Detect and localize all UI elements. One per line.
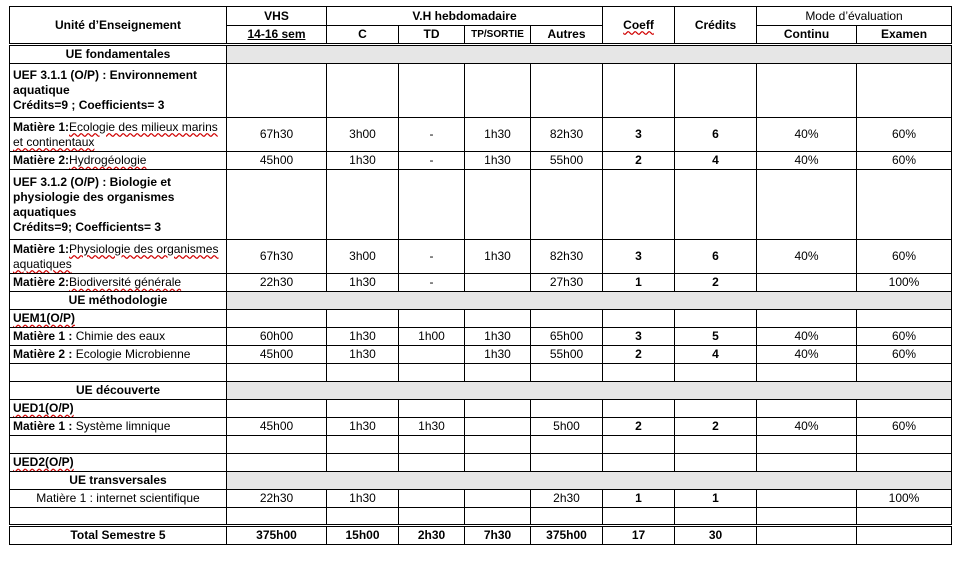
table-row: Matière 2:Hydrogéologie 45h00 1h30 - 1h30 55h00 2 4 40% 60% [10,152,952,170]
section-decouverte: UE découverte [10,382,227,400]
header-continu: Continu [757,26,857,45]
total-row: Total Semestre 5 375h00 15h00 2h30 7h30 375h00 17 30 [10,526,952,545]
table-row: Matière 1:Ecologie des milieux marins et continentaux 67h30 3h00 - 1h30 82h30 3 6 40% 60% [10,118,952,152]
header-autres: Autres [531,26,603,45]
table-row: Matière 1 : internet scientifique 22h30 1h30 2h30 1 1 100% [10,490,952,508]
section-methodologie: UE méthodologie [10,292,227,310]
ue-uef312: UEF 3.1.2 (O/P) : Biologie et physiologie des organismes aquatiques Crédits=9; Coefficients= 3 [10,170,227,240]
table-row: Matière 1:Physiologie des organismes aquatiques 67h30 3h00 - 1h30 82h30 3 6 40% 60% [10,240,952,274]
ue-uef311: UEF 3.1.1 (O/P) : Environnement aquatique Crédits=9 ; Coefficients= 3 [10,64,227,118]
header-td: TD [399,26,465,45]
ue-ued2: UED2(O/P) [10,454,227,472]
curriculum-table [9,6,952,545]
header-coeff: Coeff [603,7,675,45]
header-credits: Crédits [675,7,757,45]
header-ue: Unité d’Enseignement [10,7,227,45]
header-vhs-sub: 14-16 sem [227,26,327,45]
table-row: Matière 2:Biodiversité générale 22h30 1h30 - 27h30 1 2 100% [10,274,952,292]
header-vhs: VHS [227,7,327,26]
empty-row [10,364,952,382]
table-row: Matière 1 : Système limnique 45h00 1h30 1h30 5h00 2 2 40% 60% [10,418,952,436]
total-label: Total Semestre 5 [10,526,227,545]
empty-row [10,436,952,454]
header-vh-hebdo: V.H hebdomadaire [327,7,603,26]
header-examen: Examen [857,26,952,45]
header-tp: TP/SORTIE [465,26,531,45]
section-transversales: UE transversales [10,472,227,490]
header-mode: Mode d’évaluation [757,7,952,26]
section-fondamentales: UE fondamentales [10,45,227,64]
table-row: Matière 2 : Ecologie Microbienne 45h00 1h30 1h30 55h00 2 4 40% 60% [10,346,952,364]
ue-ued1: UED1(O/P) [10,400,227,418]
table-row: Matière 1 : Chimie des eaux 60h00 1h30 1h00 1h30 65h00 3 5 40% 60% [10,328,952,346]
empty-row [10,508,952,526]
header-c: C [327,26,399,45]
ue-uem1: UEM1(O/P) [10,310,227,328]
